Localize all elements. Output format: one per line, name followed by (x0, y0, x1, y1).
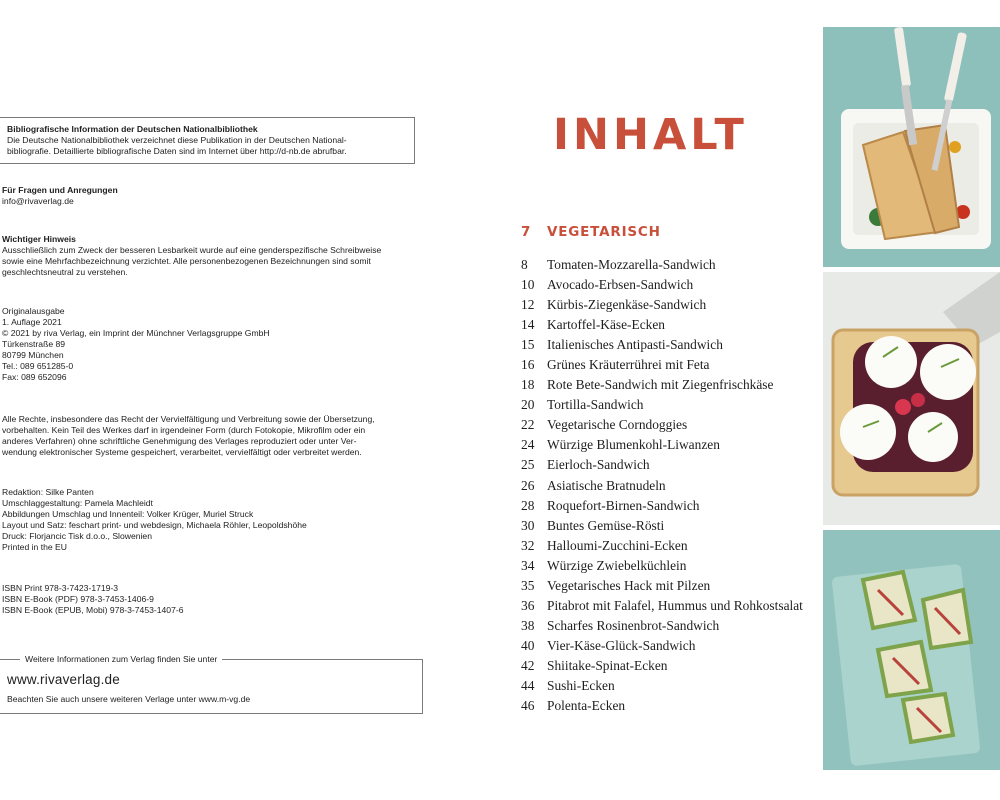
rights-line: wendung elektronischer Systeme gespeichert, verarbeitet, vervielfältigt oder verbreitet werden. (2, 447, 362, 457)
toc-page: 24 (521, 437, 535, 453)
pepper (949, 141, 961, 153)
questions-block (2, 185, 427, 207)
toc-page: 8 (521, 257, 528, 272)
toc-entry-title: Tortilla-Sandwich (547, 397, 644, 413)
toc-entry-title: Vegetarisches Hack mit Pilzen (547, 577, 711, 593)
rights-line: Alle Rechte, insbesondere das Recht der Vervielfältigung und Verbreitung sowie der Übersetzung, (2, 414, 375, 424)
toc-page: 26 (521, 477, 535, 493)
toc-entry-title: Scharfes Rosinenbrot-Sandwich (547, 617, 720, 633)
toc-entry[interactable] (521, 435, 803, 455)
toc-page: 16 (521, 357, 535, 373)
toc-entry[interactable] (521, 556, 803, 576)
toc-entry-title: Avocado-Erbsen-Sandwich (547, 277, 694, 293)
toc-entry[interactable] (521, 596, 803, 616)
toc-entry[interactable] (521, 636, 803, 656)
toc-entry-title: Tomaten-Mozzarella-Sandwich (547, 257, 716, 272)
credits-line: Redaktion: Silke Panten (2, 487, 94, 497)
toc-entry[interactable] (521, 355, 803, 375)
photo-zucchini-rolls (823, 530, 1000, 770)
raspberry (911, 393, 925, 407)
notice-line: Ausschließlich zum Zweck der besseren Lesbarkeit wurde auf eine genderspezifische Schreibweise (2, 245, 382, 255)
questions-email: info@rivaverlag.de (2, 196, 74, 206)
fork-handle (894, 27, 911, 87)
credits-block (2, 487, 427, 553)
toc-page: 30 (521, 517, 535, 533)
toc-entry[interactable] (521, 676, 803, 696)
photo-toast-plate (823, 27, 1000, 267)
bibliographic-info-box (0, 117, 415, 164)
rights-line: anderes Verfahren) ohne schriftliche Genehmigung des Verlages reproduziert oder unter Ver- (2, 436, 357, 446)
toc-entry[interactable] (521, 496, 803, 516)
notice-line: sowie eine Mehrfachbezeichnung verzichtet. Alle personenbezogenen Bezeichnungen sind somit (2, 256, 371, 266)
toc-entry[interactable] (521, 656, 803, 676)
toc-entry[interactable] (521, 415, 803, 435)
toc-entry[interactable] (521, 335, 803, 355)
toc-entry[interactable] (521, 516, 803, 536)
toc-entry-title: Buntes Gemüse-Rösti (547, 517, 665, 533)
toc-entry-title: Asiatische Bratnudeln (547, 477, 666, 493)
isbn-block (2, 583, 427, 616)
edition-block (2, 306, 427, 383)
toc-entry[interactable] (521, 455, 803, 475)
edition-line: © 2021 by riva Verlag, ein Imprint der Münchner Verlagsgruppe GmbH (2, 328, 270, 338)
toc-entry-title: Roquefort-Birnen-Sandwich (547, 497, 700, 513)
toc-entry-title: Halloumi-Zucchini-Ecken (547, 537, 688, 553)
isbn-line: ISBN E-Book (EPUB, Mobi) 978-3-7453-1407-6 (2, 605, 184, 615)
toc-entry[interactable] (521, 395, 803, 415)
biblio-title: Bibliografische Information der Deutschen Nationalbibliothek (7, 124, 258, 134)
knife-handle (944, 32, 967, 102)
goat-cheese (840, 404, 896, 460)
imprint-page (0, 0, 440, 800)
toc-entry[interactable] (521, 315, 803, 335)
more-publishers: Beachten Sie auch unsere weiteren Verlage unter www.m-vg.de (7, 694, 251, 704)
toc-entry-title: Grünes Kräuterrührei mit Feta (547, 357, 710, 373)
toc-entry-title: Eierloch-Sandwich (547, 457, 650, 473)
edition-line: 80799 München (2, 350, 64, 360)
goat-cheese (920, 344, 976, 400)
zucchini-rolls-illustration (823, 530, 1000, 770)
toc-page: 20 (521, 397, 535, 413)
toc-entry[interactable] (521, 476, 803, 496)
rights-line: vorbehalten. Kein Teil des Werkes darf in irgendeiner Form (durch Fotokopie, Mikrofilm oder ein (2, 425, 366, 435)
biblio-line: bibliografie. Detaillierte bibliografische Daten sind im Internet über http://d-nb.de abrufbar. (7, 146, 347, 156)
toc-entry[interactable] (521, 275, 803, 295)
chapter-page: 7 (521, 224, 532, 240)
toc-entry[interactable] (521, 375, 803, 395)
toc-page: 38 (521, 617, 535, 633)
edition-line: Türkenstraße 89 (2, 339, 66, 349)
edition-line: Tel.: 089 651285-0 (2, 361, 74, 371)
toc-page: 34 (521, 557, 535, 573)
toc-page: 25 (521, 457, 535, 473)
toc-entry-title: Vegetarische Corndoggies (547, 417, 688, 433)
info-legend: Weitere Informationen zum Verlag finden Sie unter (20, 654, 222, 665)
chapter-heading[interactable] (521, 224, 661, 240)
notice-block (2, 234, 427, 278)
publisher-info-box (0, 654, 423, 714)
edition-line: Originalausgabe (2, 306, 65, 316)
isbn-line: ISBN E-Book (PDF) 978-3-7453-1406-9 (2, 594, 154, 604)
toc-page: 35 (521, 577, 535, 593)
toast-plate-illustration (823, 27, 1000, 267)
credits-line: Printed in the EU (2, 542, 67, 552)
credits-line: Layout und Satz: feschart print- und webdesign, Michaela Röhler, Leopoldshöhe (2, 520, 307, 530)
toc-page: 44 (521, 677, 535, 693)
photo-beet-sandwich (823, 272, 1000, 525)
toc-entry-title: Rote Bete-Sandwich mit Ziegenfrischkäse (547, 377, 774, 393)
toc-entry-title: Vier-Käse-Glück-Sandwich (547, 637, 696, 653)
toc-page: 15 (521, 337, 535, 353)
toc-page: 28 (521, 497, 535, 513)
toc-entry-title: Shiitake-Spinat-Ecken (547, 657, 668, 673)
goat-cheese (865, 336, 917, 388)
goat-cheese (908, 412, 958, 462)
toc-entry[interactable] (521, 696, 803, 716)
questions-title: Für Fragen und Anregungen (2, 185, 118, 195)
toc-page: 14 (521, 317, 535, 333)
toc-entry-title: Kürbis-Ziegenkäse-Sandwich (547, 297, 707, 313)
toc-entry[interactable] (521, 295, 803, 315)
chapter-title: VEGETARISCH (547, 224, 661, 240)
isbn-line: ISBN Print 978-3-7423-1719-3 (2, 583, 119, 593)
toc-page: 32 (521, 537, 535, 553)
toc-page: 46 (521, 698, 535, 714)
toc-entry[interactable] (521, 255, 803, 275)
credits-line: Umschlaggestaltung: Pamela Machleidt (2, 498, 153, 508)
notice-line: geschlechtsneutral zu verstehen. (2, 267, 128, 277)
toc-entry[interactable] (521, 616, 803, 636)
toc-page: 10 (521, 277, 535, 293)
notice-title: Wichtiger Hinweis (2, 234, 76, 244)
toc-page: 12 (521, 297, 535, 313)
toc-page: 22 (521, 417, 535, 433)
toc-entry[interactable] (521, 576, 803, 596)
toc-entry-title: Italienisches Antipasti-Sandwich (547, 337, 723, 353)
raspberry (895, 399, 911, 415)
toc-entry-title: Würzige Blumenkohl-Liwanzen (547, 437, 720, 453)
toc-page: 18 (521, 377, 535, 393)
toc-page: 40 (521, 637, 535, 653)
publisher-url[interactable]: www.rivaverlag.de (7, 672, 120, 687)
toc-page: 42 (521, 657, 535, 673)
toc-page: 36 (521, 597, 535, 613)
beet-sandwich-illustration (823, 272, 1000, 525)
toc-entry-title: Sushi-Ecken (547, 677, 615, 693)
toc-title: INHALT (553, 110, 748, 160)
edition-line: 1. Auflage 2021 (2, 317, 62, 327)
toc-entry[interactable] (521, 536, 803, 556)
credits-line: Abbildungen Umschlag und Innenteil: Volker Krüger, Muriel Struck (2, 509, 254, 519)
toc-entry-title: Würzige Zwiebelküchlein (547, 557, 687, 573)
credits-line: Druck: Florjancic Tisk d.o.o., Slowenien (2, 531, 152, 541)
biblio-line: Die Deutsche Nationalbibliothek verzeichnet diese Publikation in der Deutschen National- (7, 135, 347, 145)
toc-entry-title: Polenta-Ecken (547, 698, 626, 714)
toc-list (521, 255, 803, 716)
toc-entry-title: Pitabrot mit Falafel, Hummus und Rohkostsalat (547, 597, 803, 613)
toc-entry-title: Kartoffel-Käse-Ecken (547, 317, 665, 333)
edition-line: Fax: 089 652096 (2, 372, 67, 382)
rights-block (2, 414, 427, 458)
